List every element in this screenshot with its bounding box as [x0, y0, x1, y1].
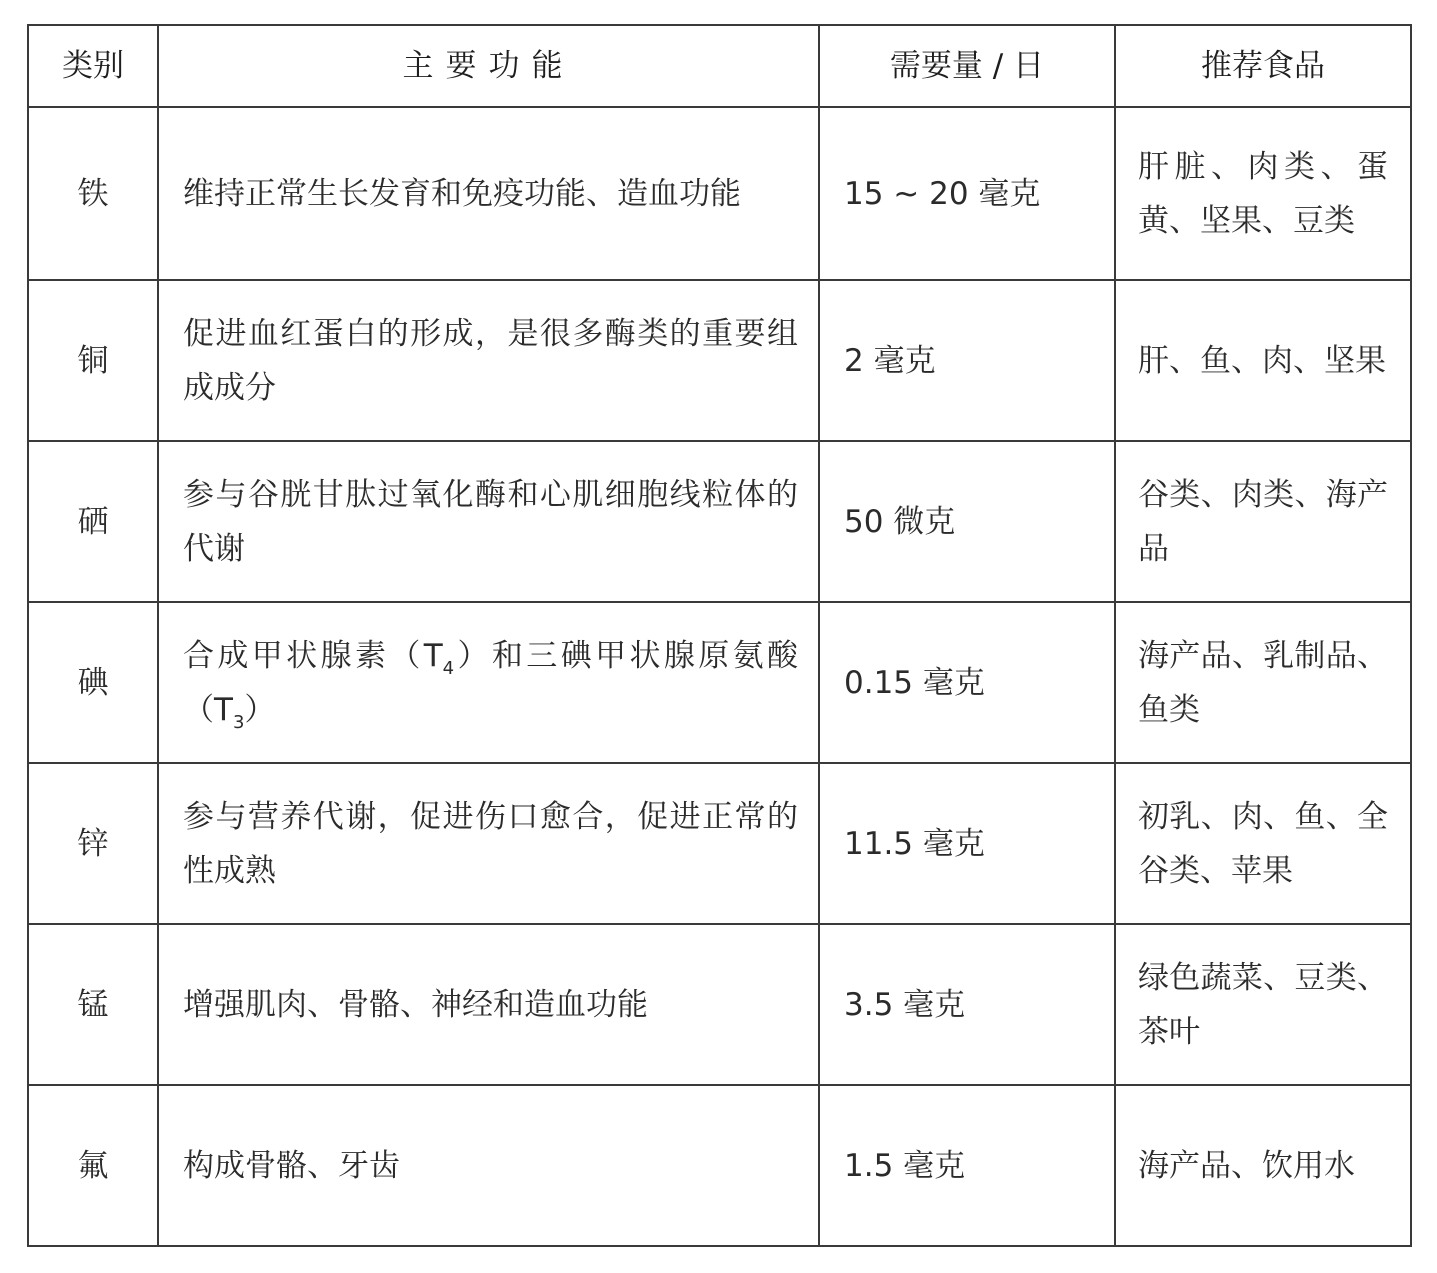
cell-function: 参与营养代谢，促进伤口愈合，促进正常的性成熟 — [158, 763, 819, 924]
cell-function: 维持正常生长发育和免疫功能、造血功能 — [158, 107, 819, 280]
cell-function — [158, 602, 819, 763]
table-row — [28, 280, 1411, 441]
cell-category: 硒 — [28, 441, 158, 602]
cell-food: 海产品、饮用水 — [1115, 1085, 1411, 1246]
table-row — [28, 924, 1411, 1085]
header-category: 类别 — [28, 25, 158, 107]
cell-food: 肝脏、肉类、蛋黄、坚果、豆类 — [1115, 107, 1411, 280]
cell-food: 谷类、肉类、海产品 — [1115, 441, 1411, 602]
subscript: 3 — [232, 711, 245, 733]
function-text-part: 合成甲状腺素（T — [183, 637, 443, 674]
cell-category: 铜 — [28, 280, 158, 441]
table-row — [28, 441, 1411, 602]
cell-function: 增强肌肉、骨骼、神经和造血功能 — [158, 924, 819, 1085]
cell-category: 碘 — [28, 602, 158, 763]
table-row — [28, 1085, 1411, 1246]
cell-food: 绿色蔬菜、豆类、茶叶 — [1115, 924, 1411, 1085]
cell-function: 构成骨骼、牙齿 — [158, 1085, 819, 1246]
table-header-row — [28, 25, 1411, 107]
function-text-part: ） — [244, 691, 276, 728]
trace-elements-table — [27, 24, 1412, 1247]
header-food: 推荐食品 — [1115, 25, 1411, 107]
cell-amount: 1.5 毫克 — [819, 1085, 1115, 1246]
cell-food: 初乳、肉、鱼、全谷类、苹果 — [1115, 763, 1411, 924]
cell-function: 参与谷胱甘肽过氧化酶和心肌细胞线粒体的代谢 — [158, 441, 819, 602]
cell-category: 锌 — [28, 763, 158, 924]
cell-amount: 2 毫克 — [819, 280, 1115, 441]
function-text-part: ）和三碘甲状腺原氨酸（T — [183, 637, 799, 728]
header-function: 主要功能 — [158, 25, 819, 107]
cell-food: 海产品、乳制品、鱼类 — [1115, 602, 1411, 763]
cell-amount: 0.15 毫克 — [819, 602, 1115, 763]
cell-amount: 15 ~ 20 毫克 — [819, 107, 1115, 280]
subscript: 4 — [442, 657, 455, 679]
cell-category: 氟 — [28, 1085, 158, 1246]
table-row — [28, 107, 1411, 280]
cell-category: 铁 — [28, 107, 158, 280]
cell-category: 锰 — [28, 924, 158, 1085]
cell-amount: 3.5 毫克 — [819, 924, 1115, 1085]
table-row — [28, 602, 1411, 763]
cell-food: 肝、鱼、肉、坚果 — [1115, 280, 1411, 441]
cell-amount: 50 微克 — [819, 441, 1115, 602]
cell-amount: 11.5 毫克 — [819, 763, 1115, 924]
header-amount: 需要量 / 日 — [819, 25, 1115, 107]
table-row — [28, 763, 1411, 924]
cell-function: 促进血红蛋白的形成，是很多酶类的重要组成成分 — [158, 280, 819, 441]
nutrition-table-container — [27, 24, 1410, 1247]
